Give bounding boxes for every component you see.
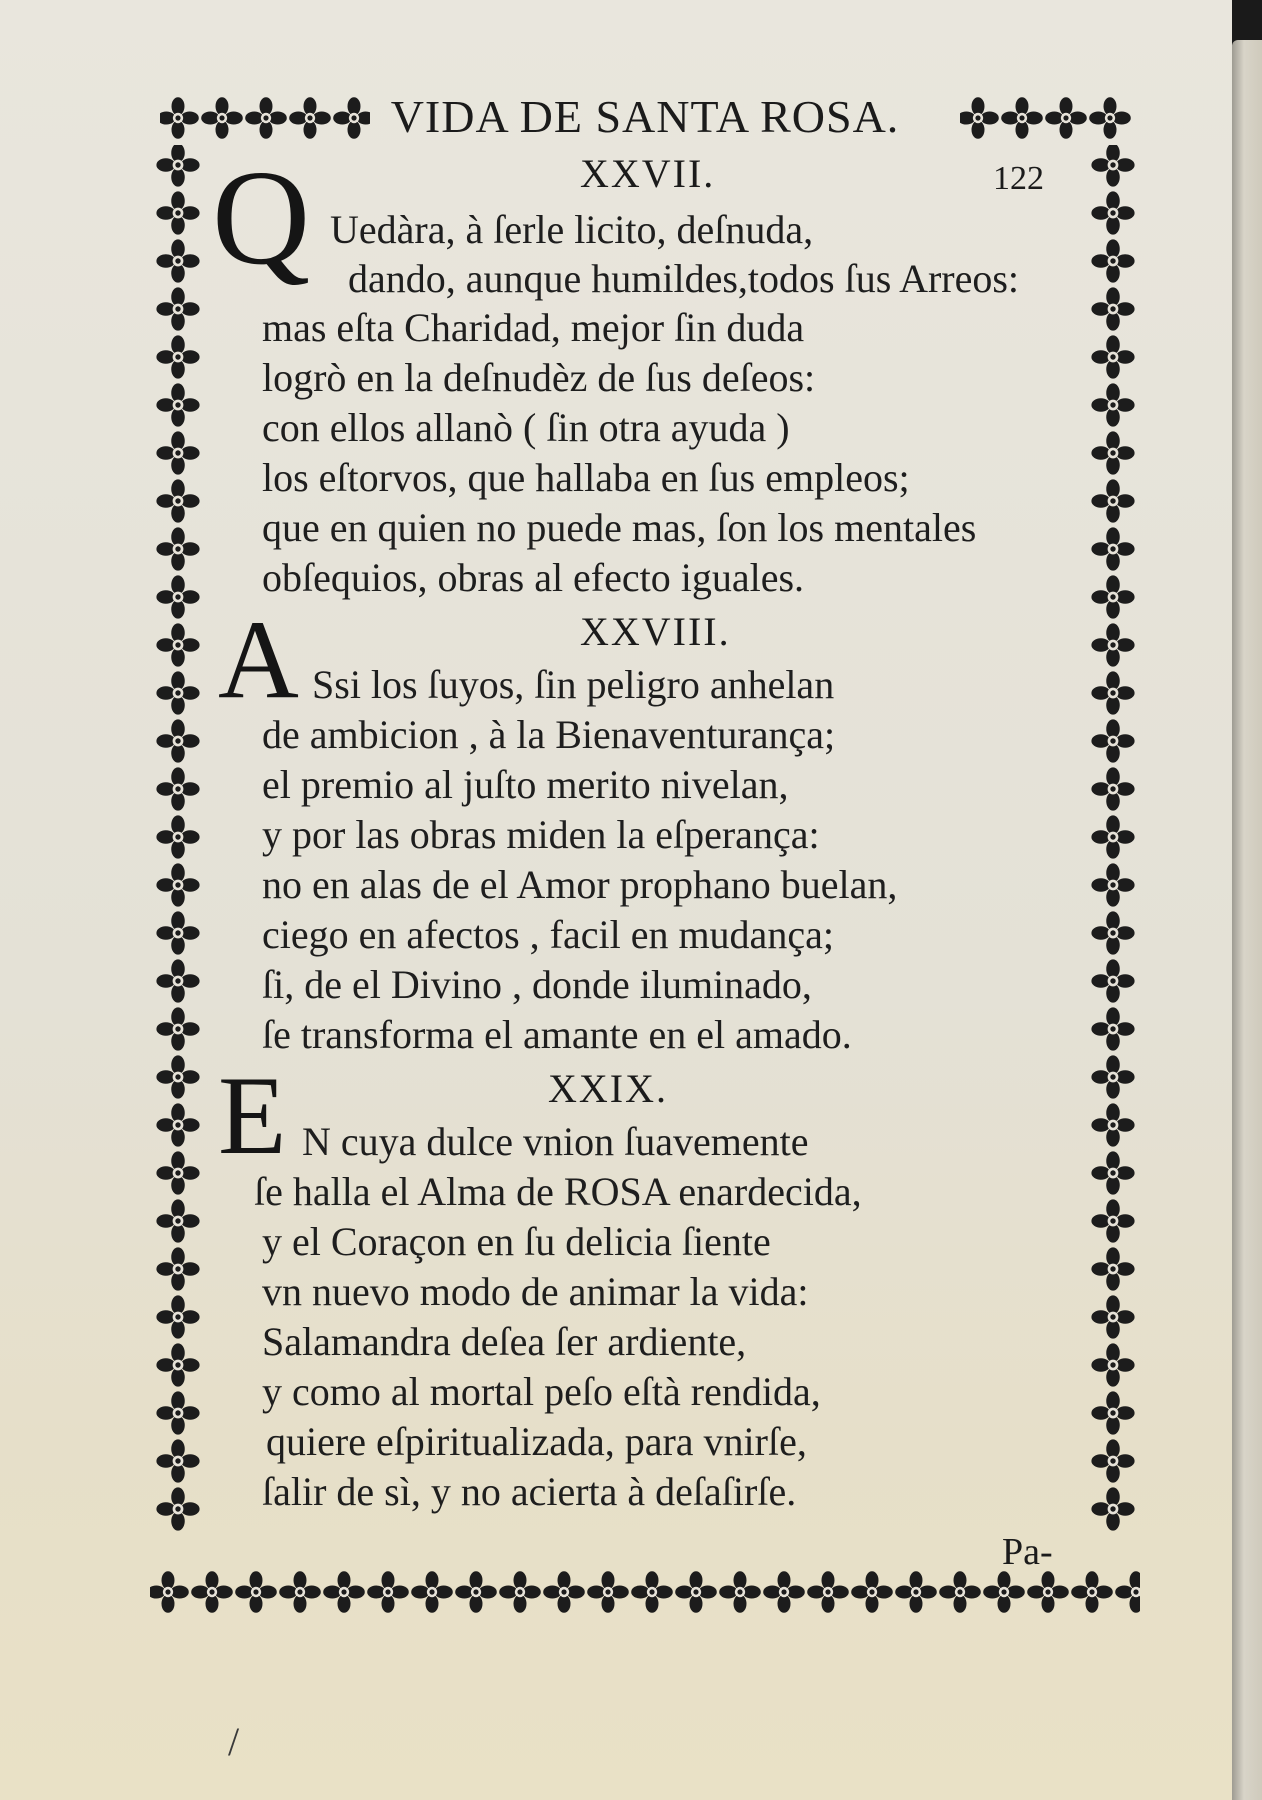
margin-mark: / [228, 1719, 240, 1764]
verse-line: y el Coraçon en ſu delicia ſiente [262, 1219, 771, 1264]
stanza-number: XXVIII. [580, 609, 731, 654]
running-header: VIDA DE SANTA ROSA. [390, 91, 900, 142]
verse-line: y por las obras miden la eſperança: [262, 812, 820, 857]
stanza-number: XXIX. [548, 1066, 668, 1111]
verse-line: obſequios, obras al efecto iguales. [262, 555, 805, 600]
verse-line: ſe halla el Alma de ROSA enardecida, [254, 1169, 862, 1214]
drop-cap: A [218, 598, 299, 722]
verse-line: vn nuevo modo de animar la vida: [262, 1269, 809, 1314]
drop-cap: Q [212, 143, 311, 293]
ornament-border-bottom [150, 1566, 1140, 1618]
verse-line: con ellos allanò ( ſin otra ayuda ) [262, 405, 790, 450]
ornament-border-left [150, 145, 206, 1565]
ornament-border-top-left [160, 92, 370, 142]
page-number: 122 [993, 160, 1044, 197]
verse-line: ſe transforma el amante en el amado. [262, 1012, 852, 1057]
verse-line: de ambicion , à la Bienaventurança; [262, 712, 836, 757]
verse-line: no en alas de el Amor prophano buelan, [262, 862, 898, 907]
stanza-number: XXVII. [580, 151, 716, 196]
verse-line: ciego en afectos , facil en mudança; [262, 912, 834, 957]
verse-line: ſi, de el Divino , donde iluminado, [262, 962, 812, 1007]
verse-line: Uedàra, à ſerle licito, deſnuda, [330, 207, 814, 252]
verse-line: el premio al juſto merito nivelan, [262, 762, 789, 807]
verse-line: ſalir de sì, y no acierta à deſaſirſe. [262, 1469, 797, 1514]
drop-cap: E [218, 1054, 287, 1178]
verse-line: Salamandra deſea ſer ardiente, [262, 1319, 747, 1364]
verse-line: dando, aunque humildes,todos ſus Arreos: [348, 256, 1020, 301]
verse-line: los eſtorvos, que hallaba en ſus empleos; [262, 455, 910, 500]
facing-page-edge [1232, 40, 1262, 1800]
ornament-border-right [1085, 145, 1141, 1565]
verse-line: logrò en la deſnudèz de ſus deſeos: [262, 355, 816, 400]
verse-line: quiere eſpiritualizada, para vnirſe, [266, 1419, 807, 1464]
ornament-border-top-right [960, 92, 1140, 142]
verse-line: y como al mortal peſo eſtà rendida, [262, 1369, 821, 1414]
verse-line: N cuya dulce vnion ſuavemente [302, 1119, 809, 1164]
catchword: Pa- [1002, 1531, 1053, 1573]
verse-line: que en quien no puede mas, ſon los mentales [262, 505, 977, 550]
verse-line: Ssi los ſuyos, ſin peligro anhelan [312, 662, 835, 707]
verse-line: mas eſta Charidad, mejor ſin duda [262, 305, 805, 350]
